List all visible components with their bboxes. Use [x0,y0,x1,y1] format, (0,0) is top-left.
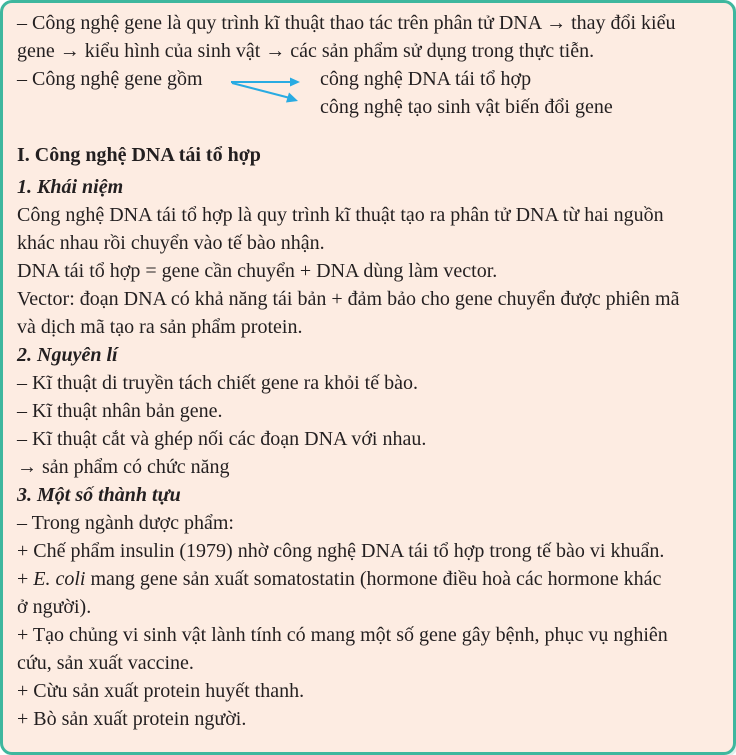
text-line [17,257,719,285]
text-segment: – Công nghệ gene là quy trình kĩ thuật thao tác trên phân tử DNA → thay đổi kiểu [17,12,676,34]
document-lines [17,9,719,733]
text-line [17,481,719,509]
text-line [17,397,719,425]
text-segment: 2. Nguyên lí [17,344,118,366]
text-line [17,677,719,705]
text-segment: – Kĩ thuật nhân bản gene. [17,400,223,422]
text-segment: → sản phẩm có chức năng [17,456,230,478]
text-line [17,229,719,257]
text-line [17,93,719,121]
text-line [17,369,719,397]
text-segment: + Tạo chủng vi sinh vật lành tính có mang một số gene gây bệnh, phục vụ nghiên [17,624,668,646]
text-segment: ở người). [17,596,92,618]
text-segment: DNA tái tổ hợp = gene cần chuyển + DNA dùng làm vector. [17,260,498,282]
branch-arrow-bottom-icon [232,83,298,103]
text-line [17,201,719,229]
text-segment: + Bò sản xuất protein người. [17,708,247,730]
text-segment: cứu, sản xuất vaccine. [17,652,194,674]
text-line [17,705,719,733]
text-segment: Vector: đoạn DNA có khả năng tái bản + đảm bảo cho gene chuyển được phiên mã [17,288,680,310]
text-line [17,425,719,453]
text-segment: + Chế phẩm insulin (1979) nhờ công nghệ DNA tái tổ hợp trong tế bào vi khuẩn. [17,540,665,562]
text-segment: – Kĩ thuật cắt và ghép nối các đoạn DNA với nhau. [17,428,427,450]
text-line [17,9,719,37]
text-segment: – Công nghệ gene gồm [17,68,203,90]
text-line [17,537,719,565]
text-line [17,621,719,649]
text-line [17,341,719,369]
text-line [17,565,719,593]
text-segment: E. coli [33,568,86,590]
text-segment: 1. Khái niệm [17,176,124,198]
text-line [17,37,719,65]
branch-arrows [228,72,310,110]
text-line [17,509,719,537]
text-segment: + Cừu sản xuất protein huyết thanh. [17,680,305,702]
text-segment: mang gene sản xuất somatostatin (hormone điều hoà các hormone khác [85,568,662,590]
text-segment: khác nhau rồi chuyển vào tế bào nhận. [17,232,325,254]
text-segment: 3. Một số thành tựu [17,484,181,506]
text-segment: công nghệ DNA tái tổ hợp [320,68,532,90]
text-line [17,173,719,201]
text-segment: + [17,568,34,590]
text-line [17,649,719,677]
text-line [17,453,719,481]
text-line [17,141,719,169]
text-line [17,313,719,341]
text-segment: công nghệ tạo sinh vật biến đổi gene [320,96,613,118]
text-line [17,285,719,313]
text-segment: I. Công nghệ DNA tái tổ hợp [17,144,261,166]
text-segment: – Trong ngành dược phẩm: [17,512,234,534]
text-segment: – Kĩ thuật di truyền tách chiết gene ra khỏi tế bào. [17,372,418,394]
text-segment: Công nghệ DNA tái tổ hợp là quy trình kĩ thuật tạo ra phân tử DNA từ hai nguồn [17,204,664,226]
text-segment: và dịch mã tạo ra sản phẩm protein. [17,316,303,338]
text-line [17,65,719,93]
text-segment: gene → kiểu hình của sinh vật → các sản phẩm sử dụng trong thực tiễn. [17,40,595,62]
text-line [17,593,719,621]
